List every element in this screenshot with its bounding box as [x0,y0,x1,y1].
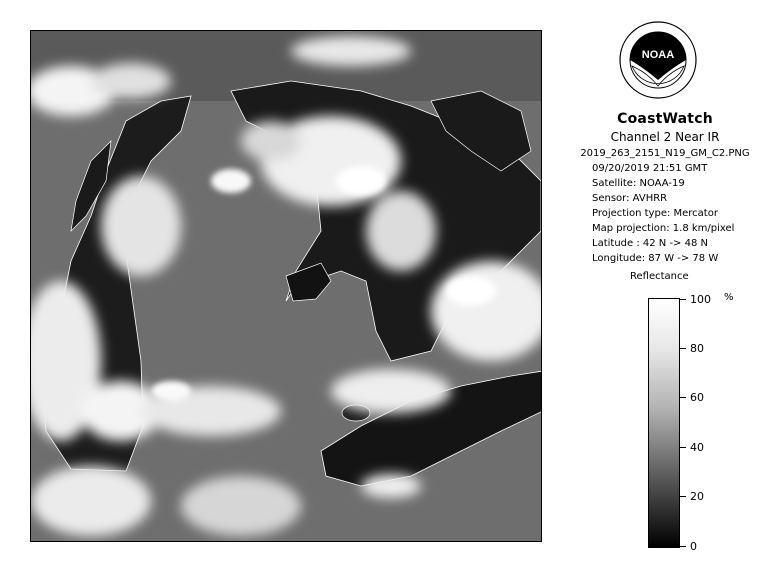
colorbar-tick-label: 60 [690,391,704,404]
satellite-label: Satellite: NOAA-19 [592,178,685,189]
colorbar-tick-label: 0 [690,540,697,553]
colorbar-tick [680,546,686,547]
colorbar-tick-label: 40 [690,441,704,454]
colorbar-tick [680,496,686,497]
colorbar-tick-label: 20 [690,490,704,503]
acquisition-datetime: 09/20/2019 21:51 GMT [592,163,708,174]
colorbar-title: Reflectance [630,271,689,282]
colorbar-tick-label: 80 [690,342,704,355]
colorbar-tick [680,397,686,398]
noaa-logo [618,18,698,106]
satellite-map [31,31,542,542]
latitude-range: Latitude : 42 N -> 48 N [592,238,708,249]
colorbar [648,298,680,548]
satellite-image [30,30,542,542]
colorbar-tick-label: 100 [690,293,711,306]
brand-title: CoastWatch [617,111,713,127]
map-projection: Map projection: 1.8 km/pixel [592,223,735,234]
longitude-range: Longitude: 87 W -> 78 W [592,253,719,264]
channel-name: Channel 2 Near IR [610,130,720,144]
colorbar-unit: % [724,292,734,303]
colorbar-tick [680,447,686,448]
logo-text: NOAA [641,49,675,61]
colorbar-tick [680,348,686,349]
file-name: 2019_263_2151_N19_GM_C2.PNG [580,148,750,159]
projection-type: Projection type: Mercator [592,208,718,219]
colorbar-tick [680,299,686,300]
sensor-label: Sensor: AVHRR [592,193,668,204]
